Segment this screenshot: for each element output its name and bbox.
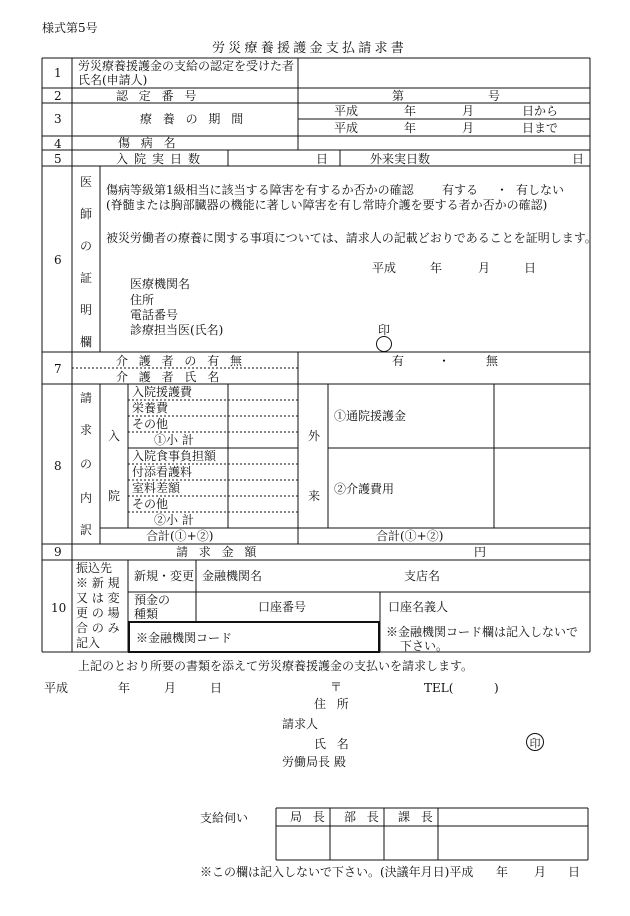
claimant-seal-label: 印 [529, 737, 541, 750]
disability-question: 傷病等級第1級相当に該当する障害を有するか否かの確認 [106, 183, 414, 197]
approver-header: 部長 [344, 810, 390, 824]
option-no[interactable]: 有しない [516, 183, 565, 197]
claim-amount-label: 請求金額 [176, 545, 268, 559]
branch-name-label: 支店名 [404, 569, 441, 583]
transfer-side-line: 振込先 [76, 561, 113, 575]
inpatient-total-label: 合計(①+②) [146, 529, 214, 543]
outpatient-days-unit: 日 [572, 152, 585, 166]
cert-date-era: 平成 [372, 261, 397, 275]
item-label: 付添看護料 [132, 465, 193, 479]
row2-number: 2 [54, 89, 62, 103]
claimant-label: 請求人 [282, 717, 319, 731]
outpatient-total-label: 合計(①+②) [376, 529, 444, 543]
yen-unit: 円 [474, 545, 487, 559]
row5-label: 入院実日数 [116, 152, 207, 166]
r6-side-char: 医 [80, 175, 93, 189]
row1-number: 1 [54, 66, 62, 80]
care-cost-label: ②介護費用 [334, 482, 395, 496]
transfer-side-line: 更 の 場 [76, 606, 120, 620]
item-label: 入院食事負担額 [132, 449, 217, 463]
cert-no-suffix: 号 [488, 89, 501, 103]
approver-header: 局長 [290, 810, 336, 824]
deposit-type-label-line2: 種類 [134, 607, 159, 621]
deposit-type-label-line1: 預金の [134, 593, 171, 607]
request-date-day: 日 [210, 681, 223, 695]
office-use-note: ※この欄は記入しないで下さい。(決議年月日)平成 [200, 865, 474, 879]
r6-side-char: 証 [80, 271, 93, 285]
applicant-name-field[interactable] [299, 59, 589, 87]
cert-number-field[interactable] [410, 89, 484, 102]
row1-label-line1: 労災療養援護金の支給の認定を受けた者 [78, 59, 295, 73]
inpatient-char: 入 [108, 429, 121, 443]
row8-number: 8 [54, 459, 62, 473]
inpatient-char: 院 [108, 489, 121, 503]
tel-close: ) [494, 681, 499, 695]
caregiver-presence-label: 介護者の有無 [116, 354, 253, 368]
item-label: 栄養費 [132, 401, 169, 415]
request-date-era: 平成 [44, 681, 69, 695]
institution-phone-label: 電話番号 [130, 308, 179, 322]
transfer-side-line: 記入 [76, 636, 101, 650]
cert-date-day: 日 [524, 261, 537, 275]
caregiver-name-label: 介護者氏名 [116, 370, 231, 384]
claimant-address-label: 住所 [314, 697, 360, 711]
disability-note: (脊髄または胸部臓器の機能に著しい障害を有し常時介護を要する者か否かの確認) [106, 198, 548, 212]
request-statement: 上記のとおり所要の書類を添えて労災療養援護金の支払いを請求します。 [78, 659, 474, 673]
row5-number: 5 [54, 152, 62, 166]
row7-number: 7 [54, 362, 62, 376]
cert-date-month: 月 [478, 261, 491, 275]
r6-side-char: 明 [80, 303, 93, 317]
period-from-suffix: 日から [522, 104, 559, 118]
row4-number: 4 [54, 137, 62, 151]
new-change-option[interactable]: 新規・変更 [134, 569, 195, 583]
row6-number: 6 [54, 253, 62, 267]
office-note-month: 月 [534, 865, 547, 879]
bank-code-label: ※金融機関コード [136, 631, 233, 645]
subtotal2-label: ②小 計 [154, 513, 194, 527]
caregiver-name-field[interactable] [299, 369, 589, 383]
r6-side-char: 師 [80, 207, 93, 221]
period-from-era: 平成 [334, 104, 359, 118]
transfer-side-line: ※ 新 規 [76, 576, 120, 590]
row3-number: 3 [54, 112, 62, 126]
subtotal1-label: ①小 計 [154, 433, 194, 447]
r6-side-char: 欄 [80, 335, 93, 349]
period-to-suffix: 日まで [522, 121, 559, 135]
transfer-side-line: 又 は 変 [76, 591, 120, 605]
r6-side-char: の [80, 239, 93, 253]
transfer-side-line: 合 の み [76, 621, 120, 635]
period-from-year: 年 [404, 104, 417, 118]
institution-address-label: 住所 [130, 293, 155, 307]
claimant-name-label: 氏名 [314, 737, 360, 751]
tel-label: TEL( [424, 681, 454, 695]
period-from-month: 月 [462, 104, 475, 118]
outpatient-days-label: 外来実日数 [370, 152, 431, 166]
form-title: 労災療養援護金支払請求書 [212, 41, 408, 56]
option-yes[interactable]: 有する [442, 183, 479, 197]
inpatient-days-unit: 日 [316, 152, 329, 166]
row10-number: 10 [51, 601, 67, 615]
item-label: その他 [132, 497, 169, 511]
caregiver-yes-option[interactable]: 有 [392, 354, 405, 368]
item-label: 室料差額 [132, 481, 181, 495]
request-date-month: 月 [164, 681, 177, 695]
claimant-seal-icon [526, 733, 544, 751]
injury-name-field[interactable] [299, 137, 589, 149]
seal-circle [376, 336, 392, 352]
row3-label: 療養の期間 [140, 112, 255, 126]
item-label: 入院援護費 [132, 385, 193, 399]
form-number: 様式第5号 [42, 21, 98, 35]
r8-side-char: 訳 [80, 523, 93, 537]
r8-side-char: 内 [80, 491, 93, 505]
medical-institution-label: 医療機関名 [130, 277, 191, 291]
row2-label: 認定番号 [116, 89, 208, 103]
cert-no-prefix: 第 [392, 89, 405, 103]
r8-side-char: 求 [80, 423, 93, 437]
item-label: その他 [132, 417, 169, 431]
bank-name-label: 金融機関名 [202, 569, 263, 583]
caregiver-no-option[interactable]: 無 [486, 354, 499, 368]
outpatient-char: 外 [308, 429, 321, 443]
certification-statement: 被災労働者の療養に関する事項については、請求人の記載どおりであることを証明します。 [106, 231, 597, 245]
period-to-month: 月 [462, 121, 475, 135]
row1-label-line2: 氏名(申請人) [78, 73, 148, 87]
r8-side-char: の [80, 457, 93, 471]
period-to-era: 平成 [334, 121, 359, 135]
account-number-label: 口座番号 [258, 600, 307, 614]
postal-mark: 〒 [330, 680, 343, 694]
doctor-name-label: 診療担当医(氏名) [130, 323, 224, 337]
commute-allowance-label: ①通院援護金 [334, 409, 407, 423]
bank-code-note-line1: ※金融機関コード欄は記入しないで [386, 625, 579, 639]
addressee-label: 労働局長 殿 [282, 755, 346, 769]
request-date-year: 年 [118, 681, 131, 695]
doctor-seal-label: 印 [378, 323, 391, 337]
cert-date-year: 年 [430, 261, 443, 275]
caregiver-separator: ・ [438, 354, 451, 368]
account-holder-label: 口座名義人 [388, 600, 449, 614]
outpatient-char: 来 [308, 489, 321, 503]
claim-amount-field[interactable] [299, 545, 469, 559]
office-note-year: 年 [496, 865, 509, 879]
r8-side-char: 請 [80, 391, 93, 405]
approval-label: 支給伺い [200, 811, 249, 825]
row4-label: 傷病名 [118, 136, 187, 150]
approver-header: 課長 [398, 810, 444, 824]
row9-number: 9 [54, 545, 62, 559]
office-note-day: 日 [568, 865, 581, 879]
bank-code-note-line2: 下さい。 [400, 639, 449, 653]
option-separator: ・ [496, 183, 509, 197]
period-to-year: 年 [404, 121, 417, 135]
